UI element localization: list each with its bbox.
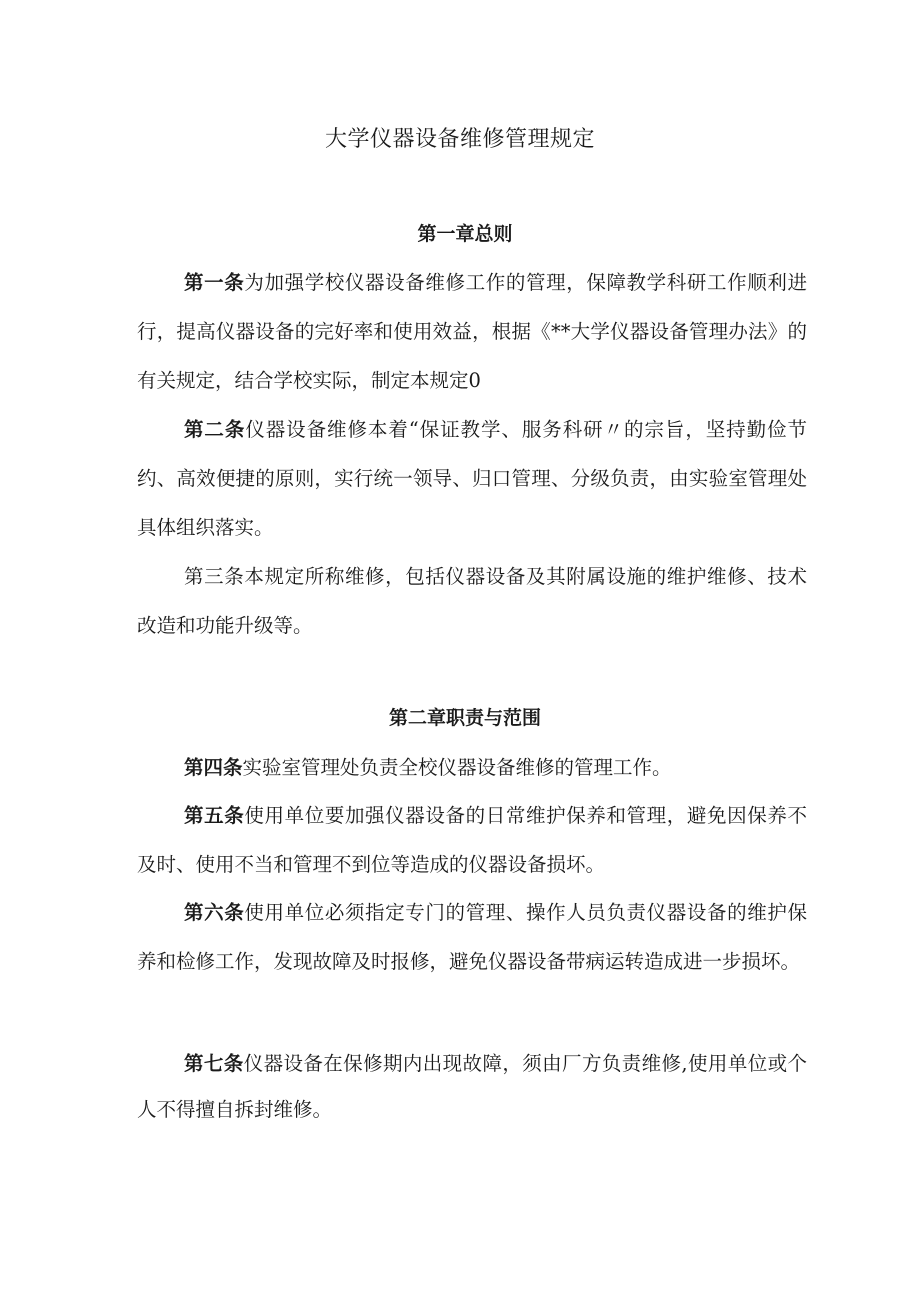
article-text: 为加强学校仪器设备维修工作的管理，保障教学科研工作顺利进行，提高仪器设备的完好率和使用效益，根据《**大学仪器设备管理办法》的有关规定，结合学校实际，制定本规定0 [137, 271, 807, 392]
article-text: 使用单位必须指定专门的管理、操作人员负责仪器设备的维护保养和检修工作，发现故障及时报修，避免仪器设备带病运转造成进一步损坏。 [137, 901, 807, 973]
article-text: 实验室管理处负责全校仪器设备维修的管理工作。 [242, 756, 672, 779]
article-3 [137, 552, 807, 650]
article-5 [137, 791, 807, 889]
article-number: 第四条 [184, 756, 243, 779]
article-text: 仪器设备在保修期内出现故障，须由厂方负责维修,使用单位或个人不得擅自拆封维修。 [137, 1052, 807, 1121]
article-number: 第五条 [184, 804, 245, 827]
article-4 [137, 743, 807, 792]
article-number: 第一条 [184, 271, 245, 294]
article-number: 第六条 [184, 901, 245, 924]
article-number: 第二条 [184, 418, 246, 441]
article-number: 第三条 [184, 565, 245, 588]
article-6 [137, 888, 807, 986]
document-title: 大学仪器设备维修管理规定 [324, 127, 595, 152]
article-text: 仪器设备维修本着“保证教学、服务科研〃的宗旨，坚持勤俭节约、高效便捷的原则，实行统一领导、归口管理、分级负责，由实验室管理处具体组织落实。 [137, 418, 807, 539]
article-2 [137, 405, 807, 552]
article-text: 本规定所称维修，包括仪器设备及其附属设施的维护维修、技术改造和功能升级等。 [137, 565, 807, 637]
article-number: 第七条 [184, 1052, 244, 1075]
article-text: 使用单位要加强仪器设备的日常维护保养和管理，避免因保养不及时、使用不当和管理不到位等造成的仪器设备损坏。 [137, 804, 807, 876]
chapter-heading-2: 第二章职责与范围 [388, 707, 541, 729]
article-1 [137, 258, 807, 405]
article-7 [137, 1041, 807, 1133]
chapter-heading-1: 第一章总则 [417, 223, 513, 245]
